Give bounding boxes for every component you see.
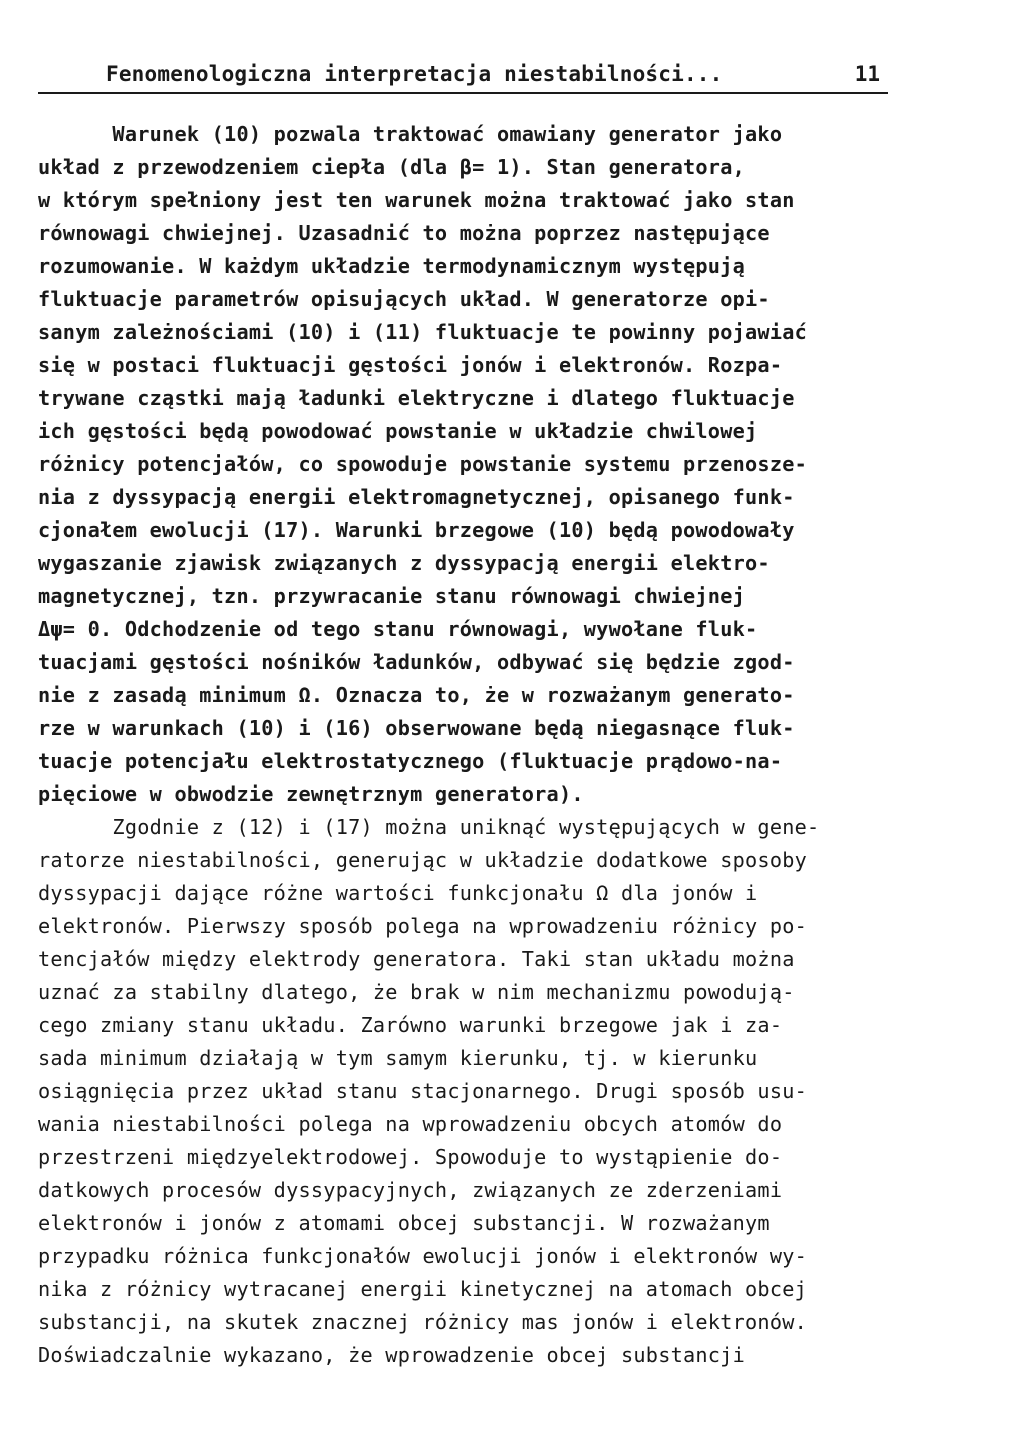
text-line: datkowych procesów dyssypacyjnych, związanych ze zderzeniami: [38, 1178, 783, 1202]
text-line: przypadku różnica funkcjonałów ewolucji jonów i elektronów wy-: [38, 1244, 808, 1268]
text-line: fluktuacje parametrów opisujących układ. W generatorze opi-: [38, 287, 770, 311]
text-line: sada minimum działają w tym samym kierunku, tj. w kierunku: [38, 1046, 758, 1070]
text-line: Doświadczalnie wykazano, że wprowadzenie obcej substancji: [38, 1343, 746, 1367]
text-line: nika z różnicy wytracanej energii kinetycznej na atomach obcej: [38, 1277, 808, 1301]
text-line: pięciowe w obwodzie zewnętrznym generatora).: [38, 782, 584, 806]
body-text: [38, 118, 898, 1372]
text-line: Δψ= 0. Odchodzenie od tego stanu równowagi, wywołane fluk-: [38, 617, 758, 641]
text-line: elektronów. Pierwszy sposób polega na wprowadzeniu różnicy po-: [38, 914, 808, 938]
text-line: elektronów i jonów z atomami obcej substancji. W rozważanym: [38, 1211, 770, 1235]
text-line: ich gęstości będą powodować powstanie w układzie chwilowej: [38, 419, 758, 443]
text-line: równowagi chwiejnej. Uzasadnić to można poprzez następujące: [38, 221, 770, 245]
text-line: cjonałem ewolucji (17). Warunki brzegowe (10) będą powodowały: [38, 518, 795, 542]
text-line: tencjałów między elektrody generatora. Taki stan układu można: [38, 947, 795, 971]
text-line: Warunek (10) pozwala traktować omawiany generator jako: [38, 122, 783, 146]
text-line: przestrzeni międzyelektrodowej. Spowoduje to wystąpienie do-: [38, 1145, 783, 1169]
text-line: rze w warunkach (10) i (16) obserwowane będą niegasnące fluk-: [38, 716, 795, 740]
running-header: [38, 58, 888, 94]
text-line: różnicy potencjałów, co spowoduje powstanie systemu przenosze-: [38, 452, 808, 476]
text-line: Zgodnie z (12) i (17) można uniknąć występujących w gene-: [38, 815, 820, 839]
text-line: rozumowanie. W każdym układzie termodynamicznym występują: [38, 254, 746, 278]
text-line: w którym spełniony jest ten warunek można traktować jako stan: [38, 188, 795, 212]
text-line: układ z przewodzeniem ciepła (dla β= 1). Stan generatora,: [38, 155, 746, 179]
running-header-title: Fenomenologiczna interpretacja niestabilności...: [106, 62, 723, 86]
text-line: uznać za stabilny dlatego, że brak w nim mechanizmu powodują-: [38, 980, 795, 1004]
text-line: tuacjami gęstości nośników ładunków, odbywać się będzie zgod-: [38, 650, 795, 674]
text-line: magnetycznej, tzn. przywracanie stanu równowagi chwiejnej: [38, 584, 746, 608]
text-line: sanym zależnościami (10) i (11) fluktuacje te powinny pojawiać: [38, 320, 808, 344]
text-line: ratorze niestabilności, generując w układzie dodatkowe sposoby: [38, 848, 808, 872]
paragraph: [38, 811, 898, 1372]
text-line: tuacje potencjału elektrostatycznego (fluktuacje prądowo-na-: [38, 749, 783, 773]
text-line: cego zmiany stanu układu. Zarówno warunki brzegowe jak i za-: [38, 1013, 783, 1037]
text-line: nie z zasadą minimum Ω. Oznacza to, że w rozważanym generato-: [38, 683, 795, 707]
text-line: dyssypacji dające różne wartości funkcjonału Ω dla jonów i: [38, 881, 758, 905]
text-line: wania niestabilności polega na wprowadzeniu obcych atomów do: [38, 1112, 783, 1136]
page-number: 11: [854, 62, 880, 86]
text-line: substancji, na skutek znacznej różnicy mas jonów i elektronów.: [38, 1310, 808, 1334]
text-line: się w postaci fluktuacji gęstości jonów i elektronów. Rozpa-: [38, 353, 783, 377]
text-line: trywane cząstki mają ładunki elektryczne i dlatego fluktuacje: [38, 386, 795, 410]
text-line: osiągnięcia przez układ stanu stacjonarnego. Drugi sposób usu-: [38, 1079, 808, 1103]
paragraph: [38, 118, 898, 811]
text-line: wygaszanie zjawisk związanych z dyssypacją energii elektro-: [38, 551, 770, 575]
text-line: nia z dyssypacją energii elektromagnetycznej, opisanego funk-: [38, 485, 795, 509]
